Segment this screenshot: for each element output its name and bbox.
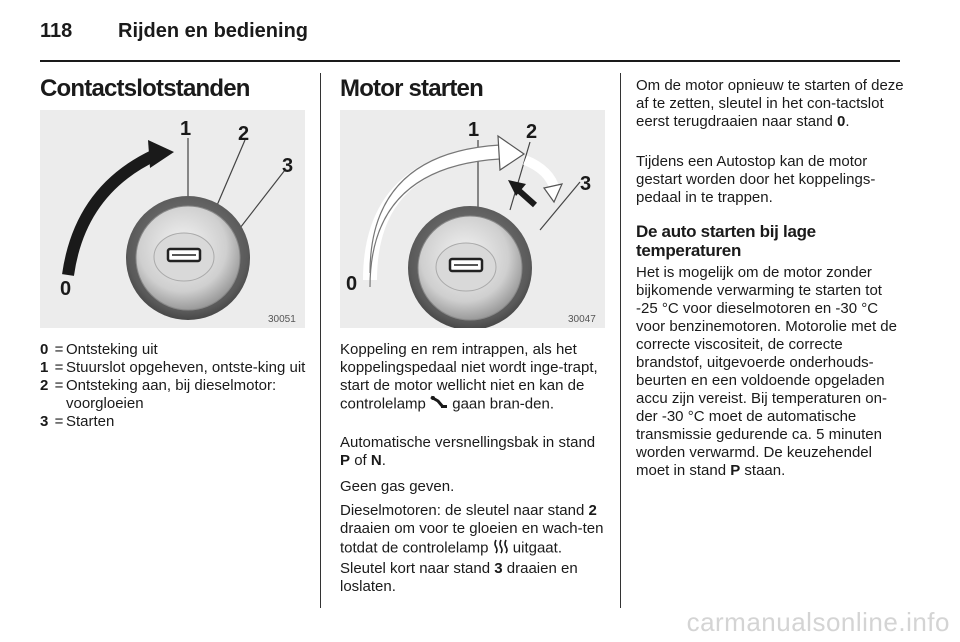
column-divider-right	[620, 73, 621, 608]
figure-label-0: 0	[60, 278, 72, 300]
clutch-pedal-icon	[430, 395, 448, 414]
paragraph-text: Het is mogelijk om de motor zonder bijkomende verwarming te starten tot -25 °C voor dieselmotoren en -30 °C voor benzinemotoren. Motorolie met de correcte viscositeit, de correcte brandstof, uitgevoerde onderhouds-beurten en een voldoende opgeladen accu zijn vereist. Bij temperaturen on-der -30 °C moet de automatische transmissie gedurende ca. 5 minuten worden verwarmd. De keuzehendel moet in stand	[636, 264, 897, 479]
paragraph-text: staan.	[744, 462, 786, 479]
running-title: Rijden en bediening	[118, 20, 309, 42]
page-number: 118	[40, 20, 73, 42]
glow-plug-icon	[493, 538, 509, 559]
legend-key: 2	[40, 377, 49, 394]
legend-row	[40, 413, 308, 431]
watermark: carmanualsonline.info	[686, 607, 950, 637]
legend-text: Ontsteking aan, bij dieselmotor: voorgloeien	[66, 377, 277, 412]
paragraph-text: draaien en loslaten.	[340, 560, 578, 595]
paragraph-text: Om de motor opnieuw te starten of deze af te zetten, sleutel in het con-tactslot eerst terugdraaien naar stand	[636, 77, 904, 130]
paragraph-text: Sleutel kort naar stand	[340, 560, 491, 577]
figure-label-0: 0	[346, 273, 358, 295]
legend-text: Starten	[66, 413, 115, 430]
legend-row	[40, 377, 308, 413]
legend-text: Stuurslot opgeheven, ontste-king uit	[66, 359, 306, 376]
legend-equals: =	[54, 341, 64, 358]
legend-row	[40, 359, 308, 377]
paragraph-restart	[636, 77, 904, 131]
paragraph-text: Koppeling en rem intrappen, als het koppelingspedaal niet wordt inge-trapt, start de motor wellicht niet en kan de controlelamp	[340, 341, 598, 413]
bold-value: P	[340, 452, 351, 469]
paragraph-text: gaan bran-den.	[452, 395, 554, 413]
figure-code: 30051	[268, 314, 296, 325]
paragraph-text: .	[845, 113, 850, 130]
paragraph-diesel	[340, 502, 608, 559]
legend-row	[40, 341, 308, 359]
paragraph-text: .	[381, 452, 386, 469]
section-title-contactslotstanden: Contactslotstanden	[40, 75, 250, 102]
figure-label-1: 1	[468, 119, 480, 141]
legend-equals: =	[54, 413, 64, 430]
paragraph-low-temperatures	[636, 264, 904, 480]
bold-value: 0	[836, 113, 846, 130]
ignition-positions-figure	[40, 110, 305, 328]
figure-label-3: 3	[580, 173, 592, 195]
column-divider-left	[320, 73, 321, 608]
paragraph-start-key	[340, 560, 608, 596]
paragraph-text: Automatische versnellingsbak in stand	[340, 434, 596, 451]
paragraph-text: uitgaat.	[512, 539, 562, 557]
legend-text: Ontsteking uit	[66, 341, 158, 358]
legend-key: 3	[40, 413, 49, 430]
legend-key: 1	[40, 359, 49, 376]
engine-start-figure	[340, 110, 605, 328]
paragraph-clutch	[340, 341, 608, 414]
figure-label-3: 3	[282, 155, 294, 177]
bold-value: 3	[494, 560, 503, 577]
paragraph-automatic	[340, 434, 608, 470]
bold-value: N	[370, 452, 382, 469]
figure-code: 30047	[568, 314, 596, 325]
section-title-motor-starten: Motor starten	[340, 75, 483, 102]
ignition-legend	[40, 341, 308, 431]
subheading-low-temperatures: De auto starten bij lage temperaturen	[636, 222, 816, 260]
header-rule	[40, 60, 900, 62]
bold-value: P	[730, 462, 741, 479]
paragraph-autostop: Tijdens een Autostop kan de motor gestart worden door het koppelings-pedaal in te trappen.	[636, 153, 876, 206]
legend-equals: =	[54, 359, 64, 376]
legend-key: 0	[40, 341, 49, 358]
legend-equals: =	[54, 377, 64, 394]
paragraph-text: of	[354, 452, 367, 469]
paragraph-text: draaien om voor te gloeien en wach-ten totdat de controlelamp	[340, 520, 604, 557]
figure-label-2: 2	[526, 121, 538, 143]
paragraph-text: Dieselmotoren: de sleutel naar stand	[340, 502, 585, 519]
paragraph-no-gas: Geen gas geven.	[340, 478, 455, 495]
figure-label-1: 1	[180, 118, 192, 140]
figure-label-2: 2	[238, 123, 250, 145]
bold-value: 2	[588, 502, 597, 519]
page-header	[40, 20, 900, 44]
